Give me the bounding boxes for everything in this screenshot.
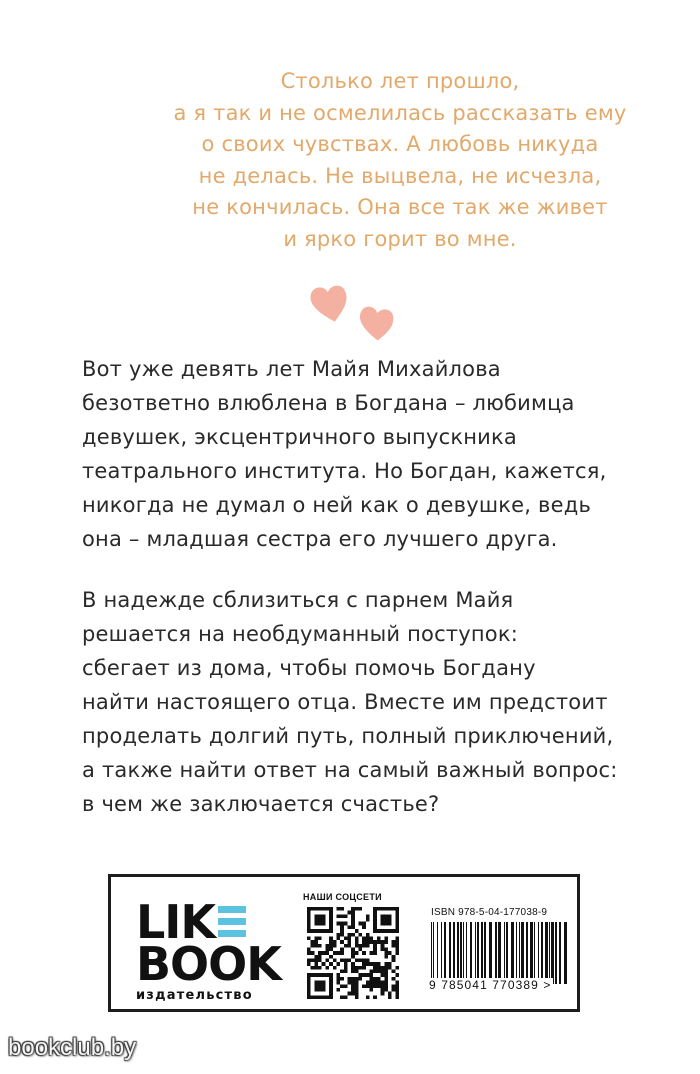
quote-line: не кончилась. Она все так же живет [192,195,608,219]
text-line: проделать долгий путь, полный приключений, [82,724,614,748]
text-line: театрального института. Но Богдан, кажется, [82,459,607,483]
text-line: девушек, эксцентричного выпускника [82,425,517,449]
logo-text-line1: LIK [136,895,216,949]
logo-e-bars-icon [218,905,246,939]
qr-code-icon[interactable] [307,907,399,999]
watermark: bookclub.by [8,1034,137,1061]
text-line: никогда не думал о ней как о девушке, ведь [82,493,592,517]
text-line: решается на необдуманный поступок: [82,622,519,646]
quote-line: а я так и не осмелилась рассказать ему [173,100,627,125]
isbn-text: ISBN 978-5-04-177038-9 [431,907,548,918]
quote-line: не делась. Не выцвела, не исчезла, [198,163,602,188]
text-line: найти настоящего отца. Вместе им предстоит [82,690,608,714]
quote-line: и ярко горит во мне. [283,226,517,251]
text-line: в чем же заключается счастье? [82,792,440,816]
logo-subtitle: издательство [136,988,253,1003]
text-line: а также найти ответ на самый важный вопрос: [82,758,618,782]
quote-line: Столько лет прошло, [280,69,520,93]
likebook-logo [136,895,281,1003]
heart-icon [309,285,348,324]
back-cover-quote [100,66,700,255]
barcode-icon [429,922,569,984]
text-line: она – младшая сестра его лучшего друга. [82,527,558,551]
description-paragraph-2 [82,583,682,821]
text-line: Вот уже девять лет Майя Михайлова [82,357,501,381]
qr-label[interactable]: НАШИ СОЦСЕТИ [303,892,382,902]
text-line: В надежде сблизиться с парнем Майя [82,588,514,612]
text-line: сбегает из дома, чтобы помочь Богдану [82,656,536,680]
logo-text-line2: BOOK [136,937,281,991]
quote-line: о своих чувствах. А любовь никуда [201,132,599,156]
heart-icon [357,306,395,343]
description-paragraph-1 [82,352,682,556]
hearts-icon [300,278,410,348]
text-line: безответно влюблена в Богдана – любимца [82,391,575,415]
barcode-number: 9 785041 770389 > [429,978,552,992]
publisher-info-box [108,874,580,1012]
